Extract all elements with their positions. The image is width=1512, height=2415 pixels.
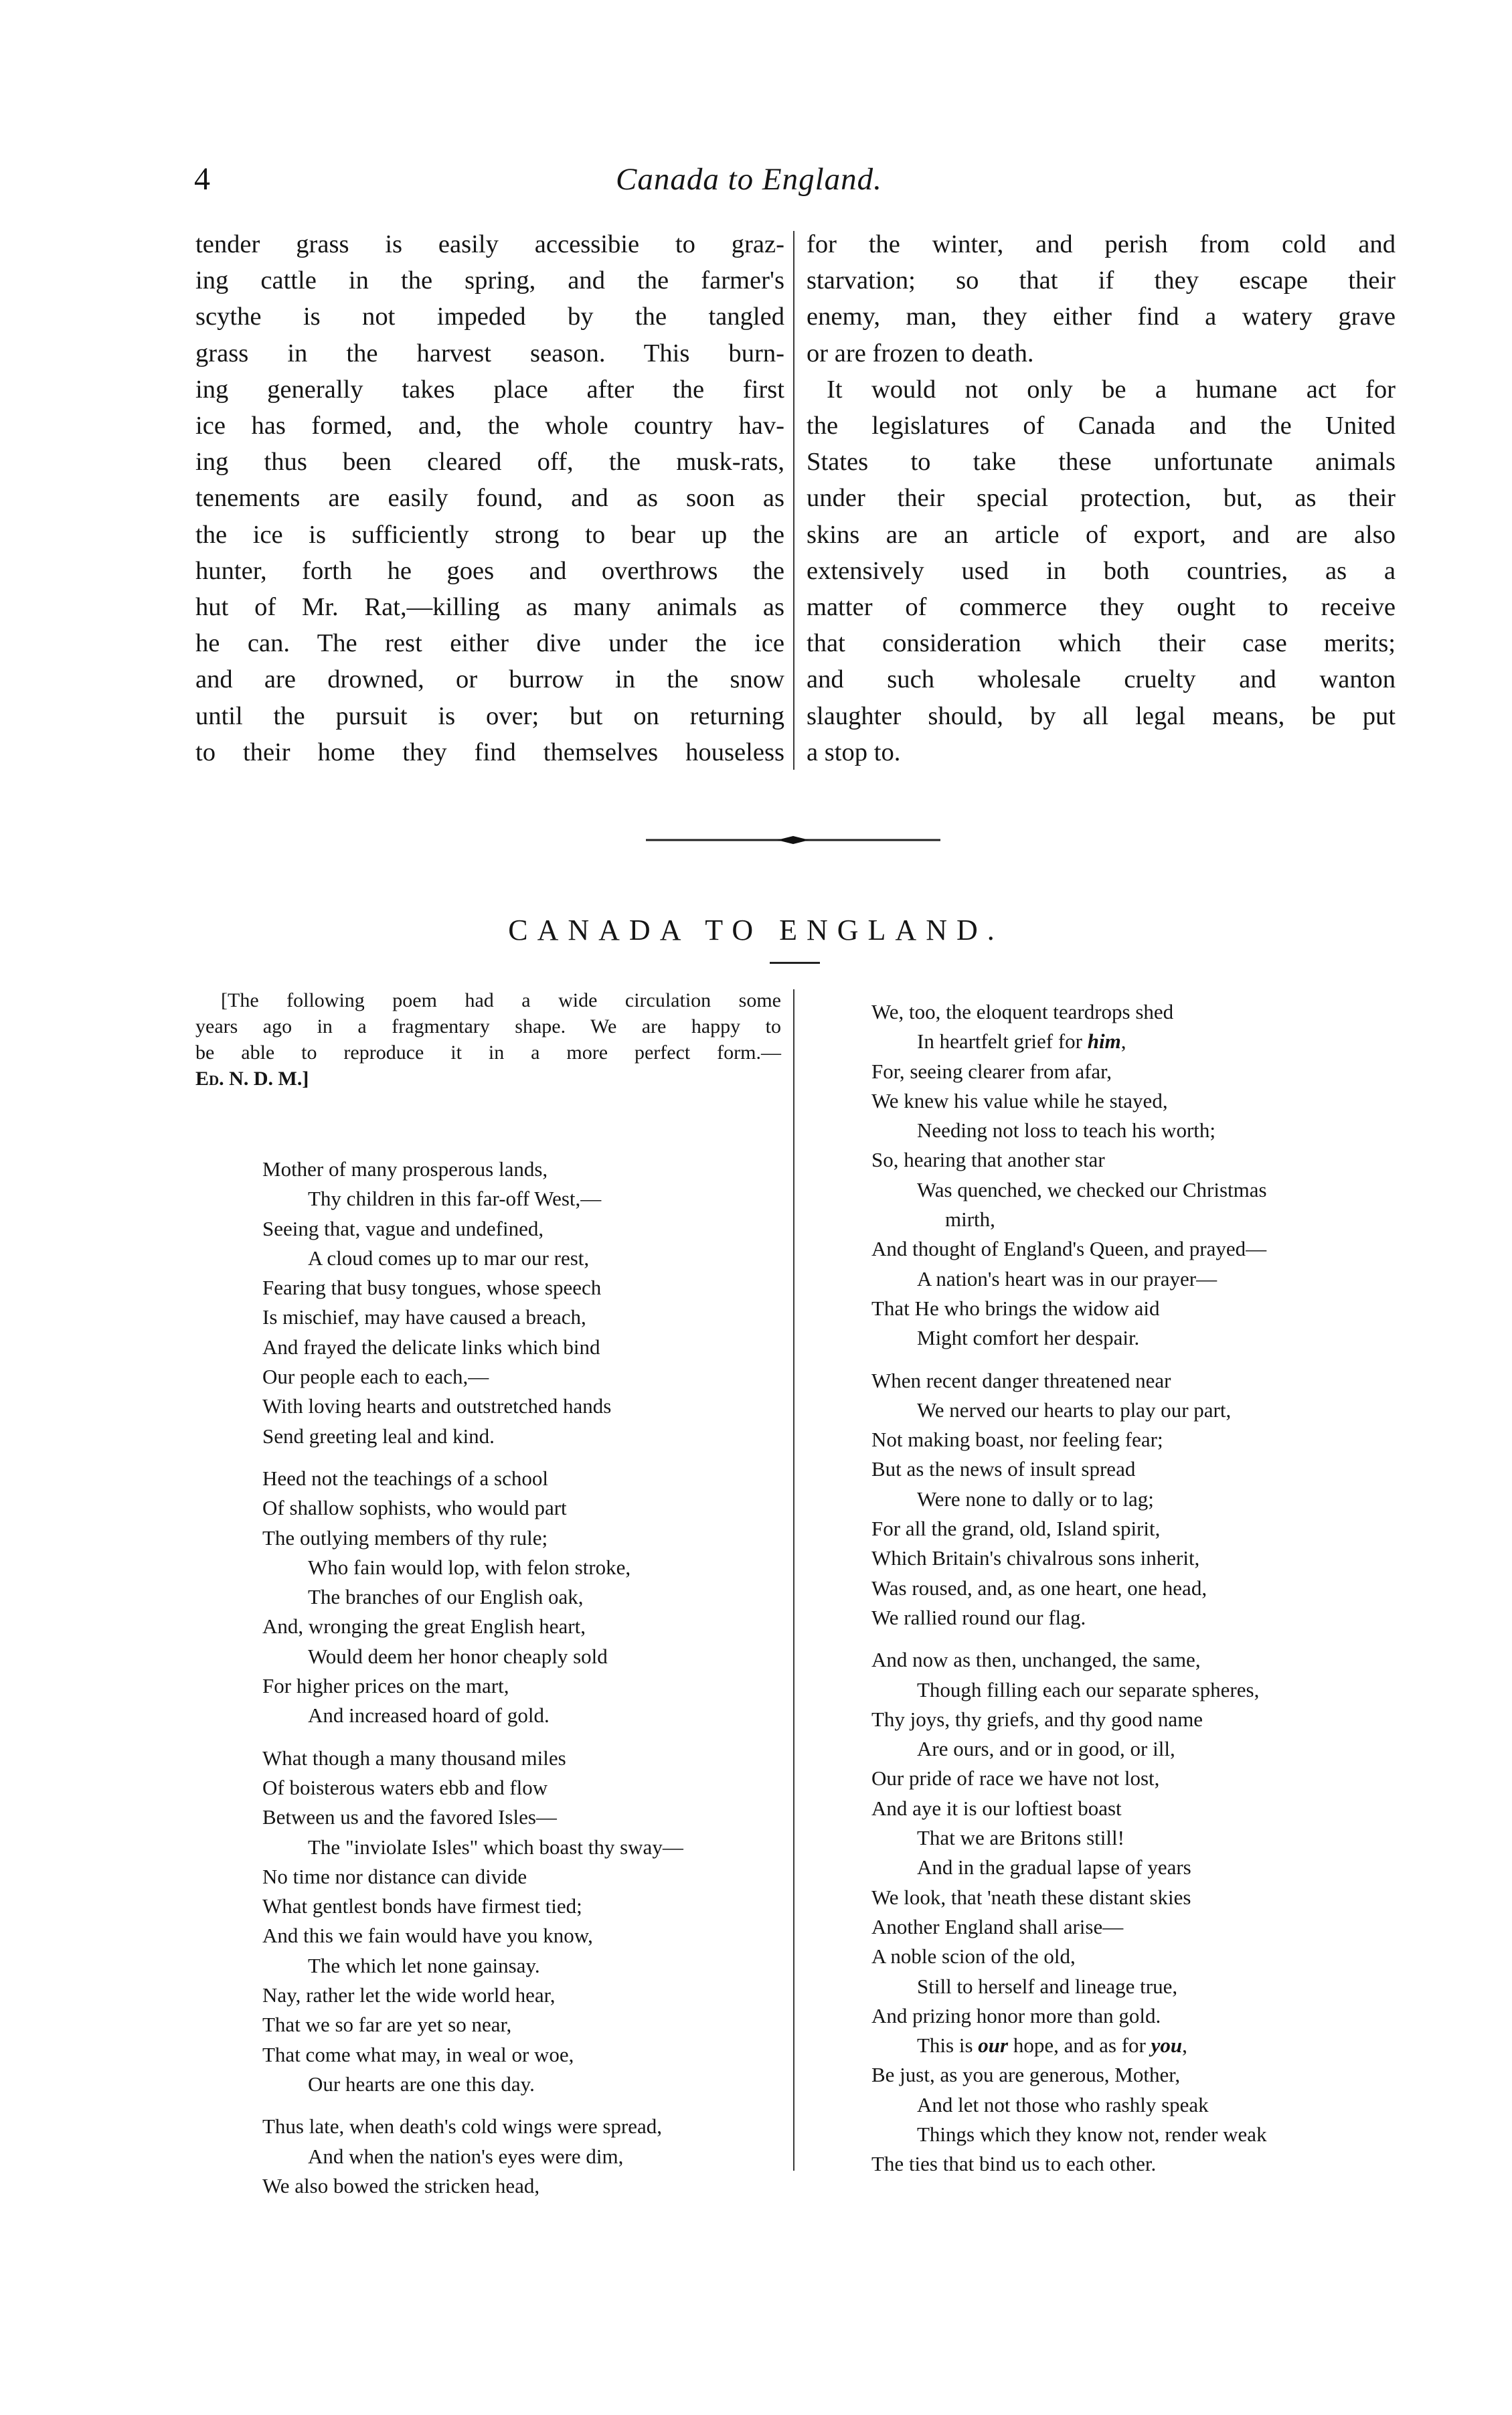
poem-emphasis: our (978, 2033, 1009, 2058)
poem-line: What though a many thousand miles (262, 1746, 566, 1770)
poem-line: That He who brings the widow aid (871, 1296, 1160, 1320)
ornament-divider (646, 835, 940, 845)
article-line: ing cattle in the spring, and the farmer's (195, 266, 784, 295)
poem-line (871, 2031, 1267, 2060)
poem-line: Mother of many prosperous lands, (262, 1157, 548, 1181)
poem-line: Is mischief, may have caused a breach, (262, 1305, 586, 1329)
poem-text: This is (917, 2033, 973, 2058)
article-line: to their home they find themselves houseless (195, 738, 784, 766)
article-line: slaughter should, by all legal means, be put (807, 701, 1396, 730)
poem-line: And this we fain would have you know, (262, 1924, 593, 1948)
poem-line: And, wronging the great English heart, (262, 1614, 586, 1639)
poem-line: Our hearts are one this day. (308, 2072, 535, 2096)
poem-line: Nay, rather let the wide world hear, (262, 1983, 556, 2007)
poem-line: Of shallow sophists, who would part (262, 1496, 567, 1520)
poem-line: Thy joys, thy griefs, and thy good name (871, 1707, 1203, 1731)
poem-line: Seeing that, vague and undefined, (262, 1216, 544, 1240)
poem-line: Though filling each our separate spheres, (917, 1677, 1260, 1701)
article-line: ing generally takes place after the first (195, 375, 784, 404)
poem-line: Thy children in this far-off West,— (308, 1187, 602, 1211)
poem-line: Things which they know not, render weak (917, 2122, 1267, 2146)
poem-line: The which let none gainsay. (308, 1953, 540, 1977)
poem-line: A cloud comes up to mar our rest, (308, 1246, 590, 1270)
article-line: a stop to. (807, 738, 901, 766)
article-line: States to take these unfortunate animals (807, 448, 1396, 477)
article-line: and such wholesale cruelty and wanton (807, 665, 1396, 694)
poem-line: We rallied round our flag. (871, 1605, 1086, 1629)
poem-line: Still to herself and lineage true, (917, 1974, 1178, 1998)
poem-line: Needing not loss to teach his worth; (917, 1118, 1215, 1143)
poem-column-rule (793, 989, 794, 2171)
poem-emphasis: you (1151, 2033, 1183, 2058)
poem-line: Which Britain's chivalrous sons inherit, (871, 1546, 1200, 1570)
article-line: or are frozen to death. (807, 339, 1034, 367)
article-line: under their special protection, but, as their (807, 484, 1396, 513)
poem-line: And frayed the delicate links which bind (262, 1335, 600, 1359)
poem-line: Were none to dally or to lag; (917, 1487, 1154, 1511)
poem-line: And thought of England's Queen, and prayed— (871, 1237, 1267, 1261)
article-line: scythe is not impeded by the tangled (195, 303, 784, 331)
poem-left-column (262, 1155, 683, 2201)
poem-line: Heed not the teachings of a school (262, 1466, 548, 1490)
article-line: the ice is sufficiently strong to bear up the (195, 520, 784, 549)
poem-line: Our pride of race we have not lost, (871, 1766, 1160, 1791)
poem-line: Between us and the favored Isles— (262, 1805, 557, 1829)
poem-line: And prizing honor more than gold. (871, 2003, 1161, 2027)
article-line: for the winter, and perish from cold and (807, 230, 1396, 258)
poem-right-column (871, 997, 1267, 2179)
poem-line: Who fain would lop, with felon stroke, (308, 1555, 631, 1579)
intro-signature: Ed. N. D. M.] (195, 1068, 309, 1090)
running-head: Canada to England. (616, 162, 882, 197)
article-line: that consideration which their case merits; (807, 629, 1396, 658)
poem-line: Are ours, and or in good, or ill, (917, 1737, 1175, 1761)
poem-line: Was roused, and, as one heart, one head, (871, 1576, 1207, 1600)
poem-line: For all the grand, old, Island spirit, (871, 1517, 1161, 1541)
poem-line: Of boisterous waters ebb and flow (262, 1775, 548, 1799)
poem-line: Be just, as you are generous, Mother, (871, 2063, 1181, 2087)
article-line: It would not only be a humane act for (827, 375, 1396, 404)
article-left-column (195, 226, 784, 770)
poem-line: mirth, (945, 1208, 995, 1232)
poem-line: So, hearing that another star (871, 1148, 1105, 1172)
poem-text: hope, and as for (1013, 2033, 1146, 2058)
poem-text: , (1182, 2033, 1187, 2058)
article-line: extensively used in both countries, as a (807, 556, 1396, 585)
poem-line: A noble scion of the old, (871, 1944, 1076, 1969)
article-right-column (807, 226, 1396, 770)
poem-line: Might comfort her despair. (917, 1326, 1140, 1350)
poem-line: For, seeing clearer from afar, (871, 1059, 1112, 1083)
page-number: 4 (194, 161, 210, 197)
article-line: the legislatures of Canada and the United (807, 412, 1396, 440)
article-line: skins are an article of export, and are also (807, 520, 1396, 549)
poem-line: Fearing that busy tongues, whose speech (262, 1276, 602, 1300)
poem-line: And increased hoard of gold. (308, 1703, 550, 1728)
poem-line: That we are Britons still! (917, 1826, 1124, 1850)
poem-line: What gentlest bonds have firmest tied; (262, 1894, 582, 1918)
article-line: and are drowned, or burrow in the snow (195, 665, 784, 694)
poem-line: Not making boast, nor feeling fear; (871, 1428, 1163, 1452)
article-line: hunter, forth he goes and overthrows the (195, 556, 784, 585)
poem-line: For higher prices on the mart, (262, 1674, 509, 1698)
poem-line: And let not those who rashly speak (917, 2092, 1209, 2116)
poem-line: And aye it is our loftiest boast (871, 1796, 1122, 1820)
poem-line: We knew his value while he stayed, (871, 1088, 1168, 1112)
intro-line: be able to reproduce it in a more perfect form.— (195, 1042, 781, 1064)
poem-line: We look, that 'neath these distant skies (871, 1885, 1191, 1909)
poem-line: That come what may, in weal or woe, (262, 2042, 574, 2066)
poem-intro-note (195, 987, 781, 1092)
article-line: he can. The rest either dive under the ice (195, 629, 784, 658)
poem-line: The branches of our English oak, (308, 1585, 584, 1609)
intro-line: years ago in a fragmentary shape. We are happy to (195, 1015, 781, 1037)
poem-title: CANADA TO ENGLAND. (508, 914, 1004, 946)
poem-line: The ties that bind us to each other. (871, 2152, 1157, 2176)
poem-line: That we so far are yet so near, (262, 2013, 512, 2037)
article-line: tenements are easily found, and as soon as (195, 484, 784, 513)
article-line: enemy, man, they either find a watery grave (807, 303, 1396, 331)
poem-line: The "inviolate Isles" which boast thy sway— (308, 1835, 683, 1859)
article-line: ing thus been cleared off, the musk-rats, (195, 448, 784, 477)
poem-line: And now as then, unchanged, the same, (871, 1648, 1201, 1672)
poem-line: We, too, the eloquent teardrops shed (871, 1000, 1174, 1023)
poem-line: But as the news of insult spread (871, 1457, 1136, 1481)
article-line: starvation; so that if they escape their (807, 266, 1396, 295)
poem-line: Would deem her honor cheaply sold (308, 1644, 608, 1668)
poem-line: Was quenched, we checked our Christmas (917, 1177, 1267, 1201)
article-line: until the pursuit is over; but on returning (195, 701, 784, 730)
poem-line: We also bowed the stricken head, (262, 2173, 540, 2197)
poem-line: Another England shall arise— (871, 1914, 1124, 1938)
poem-line (871, 1027, 1267, 1056)
article-line: ice has formed, and, the whole country hav- (195, 412, 784, 440)
poem-line: And when the nation's eyes were dim, (308, 2144, 624, 2168)
article-line: hut of Mr. Rat,—killing as many animals as (195, 593, 784, 622)
article-column-rule (793, 231, 794, 770)
poem-line: The outlying members of thy rule; (262, 1525, 548, 1550)
poem-line: We nerved our hearts to play our part, (917, 1398, 1232, 1422)
title-rule (770, 962, 820, 964)
poem-line: No time nor distance can divide (262, 1864, 527, 1888)
article-line: grass in the harvest season. This burn- (195, 339, 784, 367)
poem-line: Thus late, when death's cold wings were spread, (262, 2114, 662, 2139)
poem-emphasis: him (1087, 1029, 1121, 1054)
intro-line: [The following poem had a wide circulation some (221, 989, 781, 1011)
poem-text: , (1120, 1029, 1126, 1054)
poem-line: With loving hearts and outstretched hands (262, 1394, 612, 1418)
poem-text: In heartfelt grief for (917, 1029, 1083, 1054)
poem-line: When recent danger threatened near (871, 1368, 1171, 1392)
poem-line: And in the gradual lapse of years (917, 1855, 1191, 1880)
article-line: matter of commerce they ought to receive (807, 593, 1396, 622)
poem-line: A nation's heart was in our prayer— (917, 1266, 1217, 1290)
poem-line: Our people each to each,— (262, 1365, 489, 1389)
poem-line: Send greeting leal and kind. (262, 1424, 495, 1448)
article-line: tender grass is easily accessibie to graz- (195, 230, 784, 258)
